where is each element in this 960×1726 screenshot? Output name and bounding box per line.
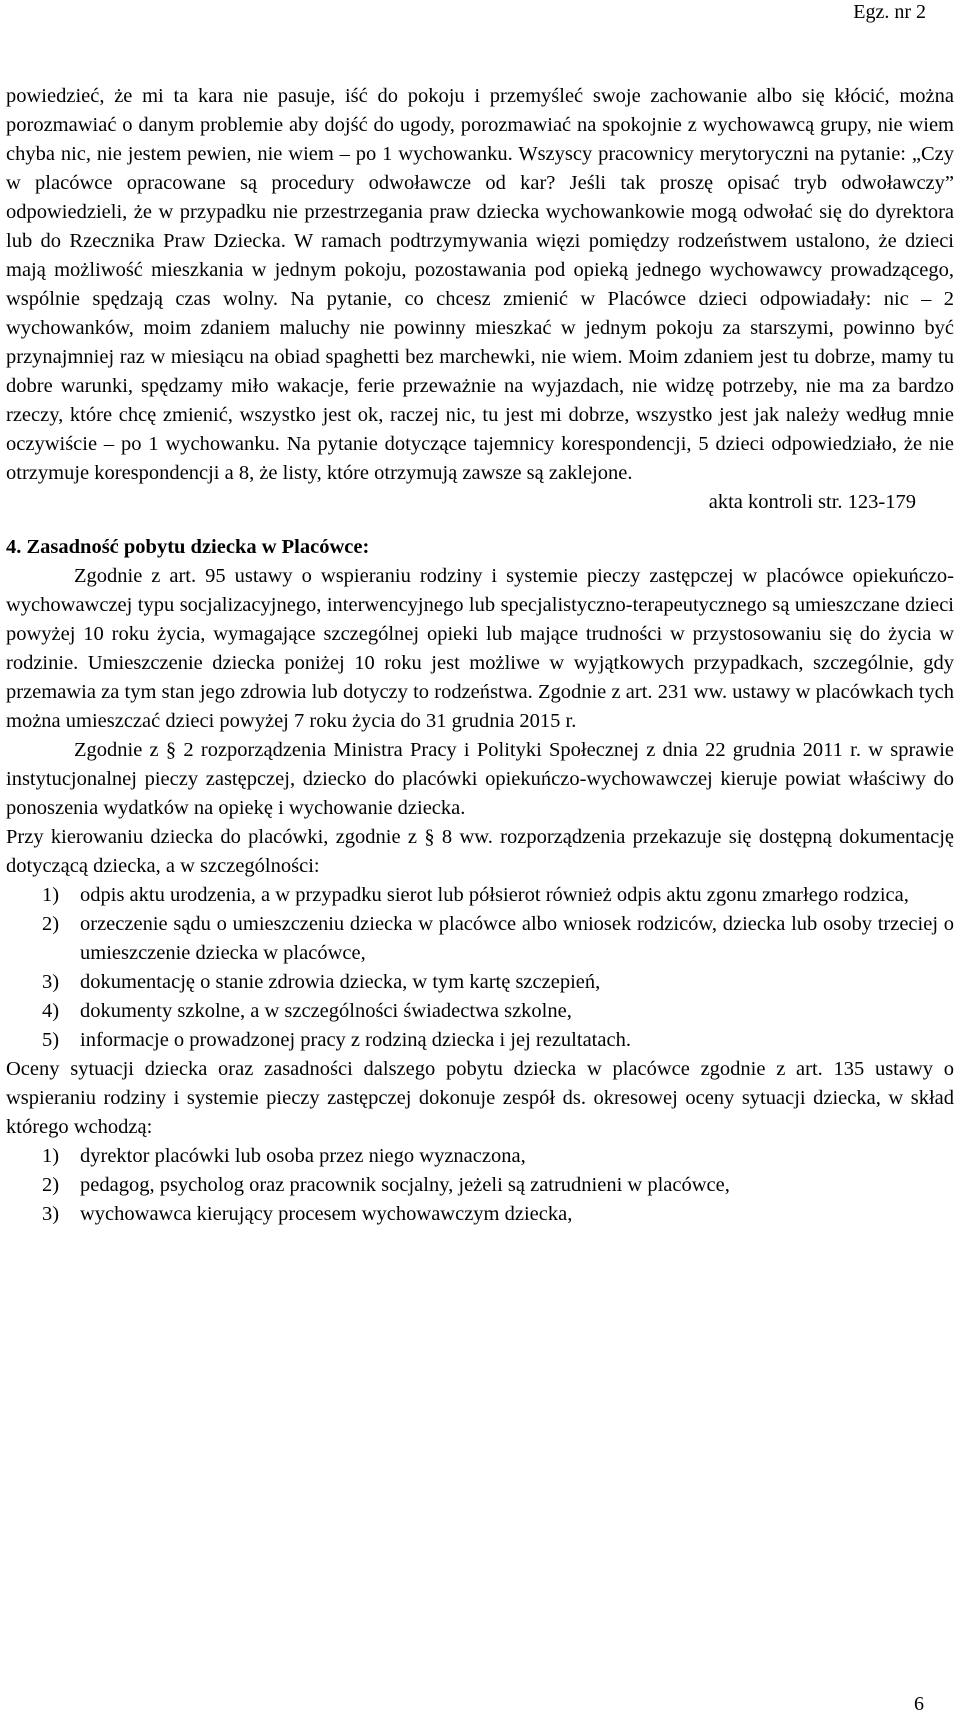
paragraph-regulation: Zgodnie z § 2 rozporządzenia Ministra Pracy i Polityki Społecznej z dnia 22 grudnia 2011 r. w sprawie instytucjonalnej pieczy zastępczej, dziecko do placówki opiekuńczo-wychowawczej kieruje powiat właściwy do ponoszenia wydatków na opiekę i wychowanie dziecka.	[6, 739, 954, 819]
list-item: 2) orzeczenie sądu o umieszczeniu dziecka w placówce albo wniosek rodziców, dziecka lub osoby trzeciej o umieszczenie dziecka w placówce,	[42, 913, 954, 964]
list-item: 4) dokumenty szkolne, a w szczególności świadectwa szkolne,	[42, 1000, 572, 1022]
page-number: 6	[914, 1693, 924, 1715]
paragraph-assessment: Oceny sytuacji dziecka oraz zasadności dalszego pobytu dziecka w placówce zgodnie z art. 135 ustawy o wspieraniu rodziny i systemie pieczy zastępczej dokonuje zespół ds. okresowej oceny sytuacji dziecka, w skład którego wchodzą:	[6, 1058, 954, 1138]
list-item: 1) dyrektor placówki lub osoba przez niego wyznaczona,	[42, 1145, 526, 1167]
copy-number-label: Egz. nr 2	[853, 1, 926, 23]
team-list	[6, 1142, 954, 1229]
list-item: 3) wychowawca kierujący procesem wychowawczym dziecka,	[42, 1203, 573, 1225]
list-item: 1) odpis aktu urodzenia, a w przypadku sierot lub półsierot również odpis aktu zgonu zmarłego rodzica,	[42, 884, 909, 906]
section-heading: 4. Zasadność pobytu dziecka w Placówce:	[6, 536, 370, 558]
reference-note: akta kontroli str. 123-179	[708, 491, 916, 513]
documentation-list	[6, 881, 954, 1055]
list-item: 2) pedagog, psycholog oraz pracownik socjalny, jeżeli są zatrudnieni w placówce,	[42, 1174, 730, 1196]
paragraph-documentation: Przy kierowaniu dziecka do placówki, zgodnie z § 8 ww. rozporządzenia przekazuje się dostępną dokumentację dotyczącą dziecka, a w szczególności:	[6, 826, 954, 877]
list-item: 3) dokumentację o stanie zdrowia dziecka, w tym kartę szczepień,	[42, 971, 601, 993]
paragraph-interviews: powiedzieć, że mi ta kara nie pasuje, iść do pokoju i przemyśleć swoje zachowanie albo się kłócić, można porozmawiać o danym problemie aby dojść do ugody, porozmawiać na spokojnie z wychowawcą grupy, nie wiem chyba nic, nie jestem pewien, nie wiem – po 1 wychowanku. Wszyscy pracownicy merytoryczni na pytanie: „Czy w placówce opracowane są procedury odwoławcze od kar? Jeśli tak proszę opisać tryb odwoławczy” odpowiedzieli, że w przypadku nie przestrzegania praw dziecka wychowankowie mogą odwołać się do dyrektora lub do Rzecznika Praw Dziecka. W ramach podtrzymywania więzi pomiędzy rodzeństwem ustalono, że dzieci mają możliwość mieszkania w jednym pokoju, pozostawania pod opieką jednego wychowawcy prowadzącego, wspólnie spędzają czas wolny. Na pytanie, co chcesz zmienić w Placówce dzieci odpowiadały: nic – 2 wychowanków, moim zdaniem maluchy nie powinny mieszkać w jednym pokoju za starszymi, powinno być przynajmniej raz w miesiącu na obiad spaghetti bez marchewki, nie wiem. Moim zdaniem jest tu dobrze, mamy tu dobre warunki, spędzamy miło wakacje, ferie przeważnie na wyjazdach, nie widzę potrzeby, nie ma za bardzo rzeczy, które chcę zmienić, wszystko jest ok, raczej nic, tu jest mi dobrze, wszystko jest jak należy według mnie oczywiście – po 1 wychowanku. Na pytanie dotyczące tajemnicy korespondencji, 5 dzieci odpowiedziało, że nie otrzymuje korespondencji a 8, że listy, które otrzymują zawsze są zaklejone.	[6, 85, 954, 484]
document-body	[6, 82, 954, 1229]
paragraph-art-95: Zgodnie z art. 95 ustawy o wspieraniu rodziny i systemie pieczy zastępczej w placówce opiekuńczo-wychowawczej typu socjalizacyjnego, interwencyjnego lub specjalistyczno-terapeutycznego są umieszczane dzieci powyżej 10 roku życia, wymagające szczególnej opieki lub mające trudności w przystosowaniu się do życia w rodzinie. Umieszczenie dziecka poniżej 10 roku jest możliwe w wyjątkowych przypadkach, szczególnie, gdy przemawia za tym stan jego zdrowia lub dotyczy to rodzeństwa. Zgodnie z art. 231 ww. ustawy w placówkach tych można umieszczać dzieci powyżej 7 roku życia do 31 grudnia 2015 r.	[6, 565, 954, 732]
list-item: 5) informacje o prowadzonej pracy z rodziną dziecka i jej rezultatach.	[42, 1029, 631, 1051]
